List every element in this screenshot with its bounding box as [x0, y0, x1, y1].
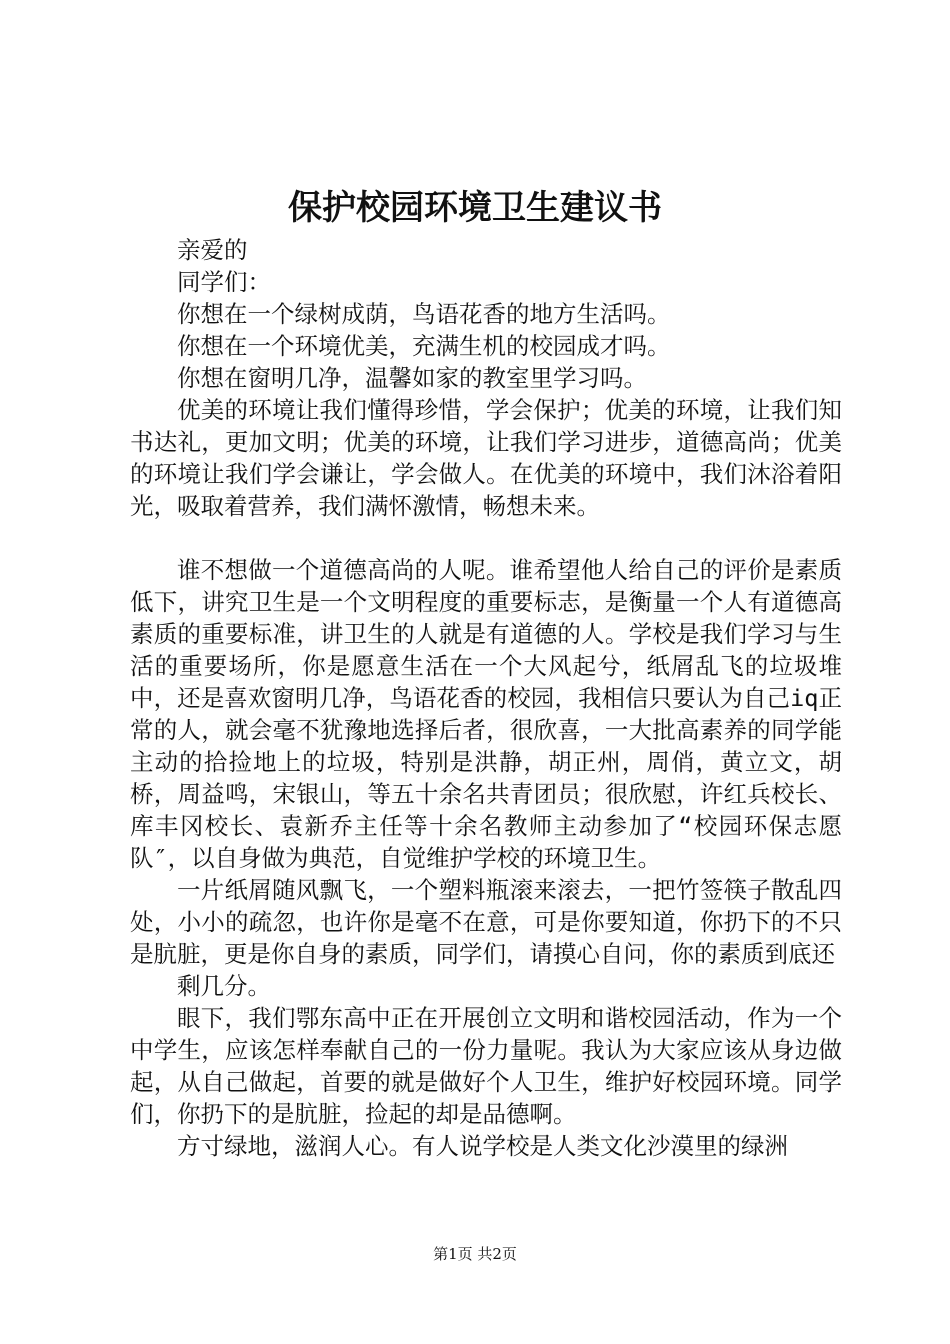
document-title: 保护校园环境卫生建议书: [288, 188, 662, 228]
question-line: 你想在窗明几净，温馨如家的教室里学习吗。: [177, 364, 647, 392]
salutation-line-2: 同学们：: [177, 268, 271, 296]
paragraph: 一片纸屑随风飘飞，一个塑料瓶滚来滚去，一把竹签筷子散乱四处，小小的疏忽，也许你是毫不在意，可是你要知道，你扔下的不只是肮脏，更是你自身的素质，同学们，请摸心自问，你的素质到底还: [130, 876, 842, 968]
question-line: 你想在一个环境优美，充满生机的校园成才吗。: [177, 332, 671, 360]
question-line: 你想在一个绿树成荫，鸟语花香的地方生活吗。: [177, 300, 671, 328]
paragraph: 谁不想做一个道德高尚的人呢。谁希望他人给自己的评价是素质低下，讲究卫生是一个文明程度的重要标志，是衡量一个人有道德高素质的重要标准，讲卫生的人就是有道德的人。学校是我们学习与生活的重要场所，你是愿意生活在一个大风起兮，纸屑乱飞的垃圾堆中，还是喜欢窗明几净，鸟语花香的校园，我相信只要认为自己iq正常的人，就会毫不犹豫地选择后者，很欣喜，一大批高素养的同学能主动的拾捡地上的垃圾，特别是洪静，胡正州，周俏，黄立文，胡桥，周益鸣，宋银山，等五十余名共青团员；很欣慰，许红兵校长、库丰冈校长、袁新乔主任等十余名教师主动参加了“校园环保志愿队″，以自身做为典范，自觉维护学校的环境卫生。: [130, 556, 842, 872]
continuation-line: 剩几分。: [177, 972, 271, 1000]
paragraph-gap: [130, 522, 842, 554]
paragraph: 眼下，我们鄂东高中正在开展创立文明和谐校园活动，作为一个中学生，应该怎样奉献自己的一份力量呢。我认为大家应该从身边做起，从自己做起，首要的就是做好个人卫生，维护好校园环境。同学们，你扔下的是肮脏，捡起的却是品德啊。: [130, 1004, 842, 1128]
paragraph: 优美的环境让我们懂得珍惜，学会保护；优美的环境，让我们知书达礼，更加文明；优美的环境，让我们学习进步，道德高尚；优美的环境让我们学会谦让，学会做人。在优美的环境中，我们沐浴着阳光，吸取着营养，我们满怀激情，畅想未来。: [130, 396, 842, 520]
page-footer: 第1页 共2页: [433, 1245, 517, 1263]
document-body: [130, 234, 842, 1162]
salutation-line-1: 亲爱的: [177, 236, 248, 264]
paragraph: 方寸绿地，滋润人心。有人说学校是人类文化沙漠里的绿洲: [177, 1132, 788, 1160]
